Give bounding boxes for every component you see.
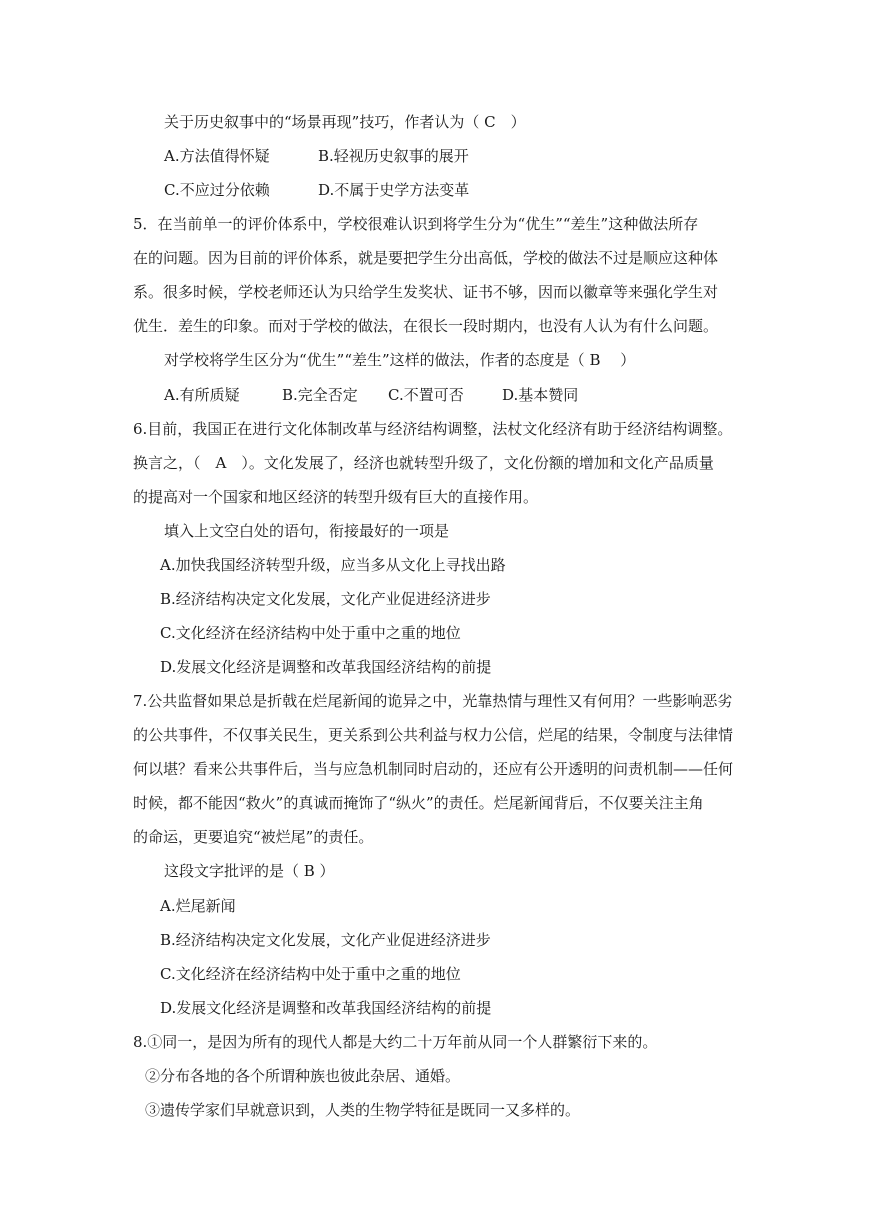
- q4-options-row-1: [0, 146, 869, 166]
- q4-stem: 关于历史叙事中的“场景再现”技巧，作者认为（ C ）: [164, 113, 526, 131]
- q6-passage-line: 换言之，（ A ）。文化发展了，经济也就转型升级了，文化份额的增加和文化产品质量: [133, 454, 714, 472]
- q6-option-d: D.发展文化经济是调整和改革我国经济结构的前提: [160, 658, 492, 676]
- q5-passage-line: 在的问题。因为目前的评价体系，就是要把学生分出高低，学校的做法不过是顺应这种体: [133, 249, 719, 267]
- q7-option-d: D.发展文化经济是调整和改革我国经济结构的前提: [160, 999, 492, 1017]
- q5-option-a: A.有所质疑: [164, 386, 240, 404]
- q7-stem: 这段文字批评的是（ B ）: [164, 862, 335, 880]
- q8-passage-line: ②分布各地的各个所谓种族也彼此杂居、通婚。: [145, 1067, 461, 1085]
- q8-passage-line: ③遗传学家们早就意识到，人类的生物学特征是既同一又多样的。: [145, 1101, 581, 1119]
- q7-passage-line: 的公共事件，不仅事关民生，更关系到公共利益与权力公信，烂尾的结果，令制度与法律情: [133, 726, 734, 744]
- q5-passage-line: 优生．差生的印象。而对于学校的做法，在很长一段时期内，也没有人认为有什么问题。: [133, 317, 719, 335]
- q4-option-a: A.方法值得怀疑: [164, 147, 270, 165]
- q7-passage-line: 7.公共监督如果总是折戟在烂尾新闻的诡异之中，光靠热情与理性又有何用？一些影响恶劣: [133, 692, 733, 710]
- q5-option-d: D.基本赞同: [502, 386, 579, 404]
- q6-option-a: A.加快我国经济转型升级，应当多从文化上寻找出路: [160, 556, 506, 574]
- q6-passage-line: 的提高对一个国家和地区经济的转型升级有巨大的直接作用。: [133, 488, 539, 506]
- q5-options-row: [0, 385, 869, 405]
- q6-passage-line: 6.目前，我国正在进行文化体制改革与经济结构调整，法杖文化经济有助于经济结构调整。: [133, 420, 733, 438]
- q4-option-d: D.不属于史学方法变革: [318, 181, 470, 199]
- q5-passage-line: 5．在当前单一的评价体系中，学校很难认识到将学生分为“优生”“差生”这种做法所存: [133, 215, 699, 233]
- q5-option-c: C.不置可否: [388, 386, 464, 404]
- q7-option-c: C.文化经济在经济结构中处于重中之重的地位: [160, 965, 461, 983]
- q7-passage-line: 何以堪？看来公共事件后，当与应急机制同时启动的，还应有公开透明的问责机制——任何: [133, 760, 734, 778]
- q5-stem: 对学校将学生区分为“优生”“差生”这样的做法，作者的态度是（ B ）: [164, 351, 636, 369]
- q6-option-c: C.文化经济在经济结构中处于重中之重的地位: [160, 624, 461, 642]
- q7-option-a: A.烂尾新闻: [160, 897, 236, 915]
- q7-passage-line: 的命运，更要追究“被烂尾”的责任。: [133, 828, 374, 846]
- q7-option-b: B.经济结构决定文化发展，文化产业促进经济进步: [160, 931, 491, 949]
- q4-options-row-2: [0, 180, 869, 200]
- q4-option-b: B.轻视历史叙事的展开: [318, 147, 469, 165]
- q8-passage-line: 8.①同一，是因为所有的现代人都是大约二十万年前从同一个人群繁衍下来的。: [133, 1033, 658, 1051]
- q4-option-c: C.不应过分依赖: [164, 181, 270, 199]
- q6-option-b: B.经济结构决定文化发展，文化产业促进经济进步: [160, 590, 491, 608]
- q5-option-b: B.完全否定: [282, 386, 358, 404]
- q5-passage-line: 系。很多时候，学校老师还认为只给学生发奖状、证书不够，因而以徽章等来强化学生对: [133, 283, 719, 301]
- q6-stem: 填入上文空白处的语句，衔接最好的一项是: [164, 522, 450, 540]
- q7-passage-line: 时候，都不能因“救火”的真诚而掩饰了“纵火”的责任。烂尾新闻背后，不仅要关注主角: [133, 794, 704, 812]
